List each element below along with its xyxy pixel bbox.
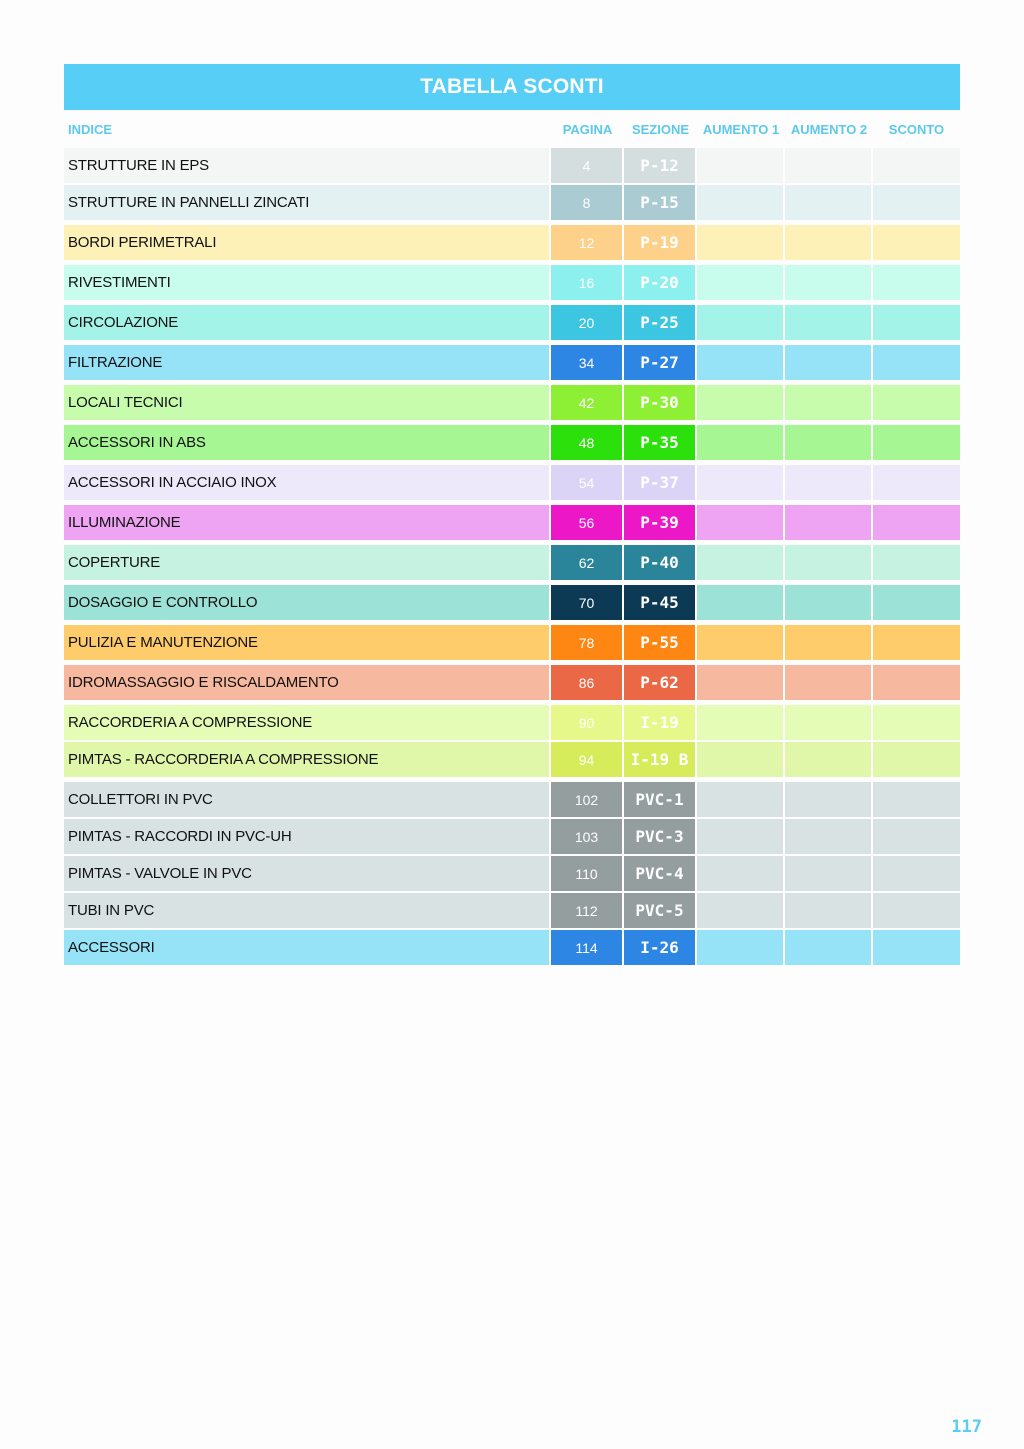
table-row — [64, 345, 960, 380]
row-sconto-cell — [873, 385, 960, 420]
row-sezione: P-39 — [624, 505, 697, 540]
row-indice: PULIZIA E MANUTENZIONE — [64, 625, 551, 660]
row-pagina: 56 — [551, 505, 624, 540]
header-aumento-1: AUMENTO 1 — [702, 121, 780, 137]
row-sezione: P-55 — [624, 625, 697, 660]
row-indice: CIRCOLAZIONE — [64, 305, 551, 340]
row-aumento-2-cell — [785, 782, 873, 817]
row-aumento-2-cell — [785, 505, 873, 540]
row-pagina: 54 — [551, 465, 624, 500]
row-indice: TUBI IN PVC — [64, 893, 551, 928]
row-aumento-1-cell — [697, 742, 785, 777]
row-pagina: 103 — [551, 819, 624, 854]
row-pagina: 16 — [551, 265, 624, 300]
table-row — [64, 225, 960, 260]
row-sconto-cell — [873, 625, 960, 660]
row-aumento-2-cell — [785, 625, 873, 660]
row-aumento-1-cell — [697, 856, 785, 891]
table-row — [64, 148, 960, 183]
row-aumento-2-cell — [785, 585, 873, 620]
table-row — [64, 305, 960, 340]
row-indice: STRUTTURE IN PANNELLI ZINCATI — [64, 185, 551, 220]
row-indice: PIMTAS - VALVOLE IN PVC — [64, 856, 551, 891]
row-aumento-1-cell — [697, 148, 785, 183]
header-sezione: SEZIONE — [631, 121, 690, 137]
row-aumento-2-cell — [785, 705, 873, 740]
table-row — [64, 505, 960, 540]
row-aumento-1-cell — [697, 585, 785, 620]
row-sezione: P-25 — [624, 305, 697, 340]
table-row — [64, 930, 960, 965]
row-aumento-1-cell — [697, 425, 785, 460]
row-sconto-cell — [873, 465, 960, 500]
row-pagina: 86 — [551, 665, 624, 700]
header-indice: INDICE — [68, 121, 113, 137]
row-sconto-cell — [873, 782, 960, 817]
row-pagina: 4 — [551, 148, 624, 183]
row-pagina: 62 — [551, 545, 624, 580]
row-sconto-cell — [873, 742, 960, 777]
row-sconto-cell — [873, 856, 960, 891]
row-aumento-2-cell — [785, 819, 873, 854]
row-aumento-1-cell — [697, 265, 785, 300]
row-indice: ACCESSORI IN ABS — [64, 425, 551, 460]
row-aumento-2-cell — [785, 465, 873, 500]
row-indice: PIMTAS - RACCORDERIA A COMPRESSIONE — [64, 742, 551, 777]
row-sconto-cell — [873, 893, 960, 928]
row-indice: COLLETTORI IN PVC — [64, 782, 551, 817]
row-aumento-1-cell — [697, 225, 785, 260]
row-indice: RIVESTIMENTI — [64, 265, 551, 300]
row-aumento-1-cell — [697, 782, 785, 817]
row-aumento-2-cell — [785, 856, 873, 891]
row-sezione: P-19 — [624, 225, 697, 260]
row-pagina: 114 — [551, 930, 624, 965]
table-row — [64, 742, 960, 777]
row-sezione: PVC-3 — [624, 819, 697, 854]
row-sconto-cell — [873, 185, 960, 220]
table-row — [64, 185, 960, 220]
row-aumento-1-cell — [697, 705, 785, 740]
row-sconto-cell — [873, 705, 960, 740]
header-sconto: SCONTO — [888, 121, 945, 137]
table-row — [64, 265, 960, 300]
row-aumento-2-cell — [785, 385, 873, 420]
row-sezione: PVC-5 — [624, 893, 697, 928]
row-indice: COPERTURE — [64, 545, 551, 580]
row-aumento-2-cell — [785, 930, 873, 965]
table-row — [64, 856, 960, 891]
row-pagina: 70 — [551, 585, 624, 620]
row-indice: ACCESSORI IN ACCIAIO INOX — [64, 465, 551, 500]
header-pagina: PAGINA — [562, 121, 613, 137]
row-aumento-2-cell — [785, 742, 873, 777]
row-indice: ACCESSORI — [64, 930, 551, 965]
row-sezione: I-19 B — [624, 742, 697, 777]
row-sezione: P-15 — [624, 185, 697, 220]
row-indice: FILTRAZIONE — [64, 345, 551, 380]
row-sconto-cell — [873, 930, 960, 965]
row-aumento-1-cell — [697, 819, 785, 854]
row-sezione: P-30 — [624, 385, 697, 420]
row-indice: DOSAGGIO E CONTROLLO — [64, 585, 551, 620]
row-pagina: 42 — [551, 385, 624, 420]
row-sconto-cell — [873, 425, 960, 460]
row-pagina: 12 — [551, 225, 624, 260]
row-aumento-2-cell — [785, 148, 873, 183]
row-indice: ILLUMINAZIONE — [64, 505, 551, 540]
row-aumento-2-cell — [785, 225, 873, 260]
row-pagina: 112 — [551, 893, 624, 928]
table-row — [64, 385, 960, 420]
row-aumento-1-cell — [697, 665, 785, 700]
table-body — [64, 148, 960, 965]
row-sezione: PVC-4 — [624, 856, 697, 891]
row-pagina: 34 — [551, 345, 624, 380]
row-sconto-cell — [873, 305, 960, 340]
row-aumento-2-cell — [785, 305, 873, 340]
table-row — [64, 585, 960, 620]
table-row — [64, 465, 960, 500]
row-sezione: P-12 — [624, 148, 697, 183]
row-sconto-cell — [873, 819, 960, 854]
table-row — [64, 705, 960, 740]
row-indice: IDROMASSAGGIO E RISCALDAMENTO — [64, 665, 551, 700]
row-pagina: 20 — [551, 305, 624, 340]
table-header-row — [64, 110, 960, 148]
row-sconto-cell — [873, 345, 960, 380]
table-row — [64, 625, 960, 660]
row-indice: RACCORDERIA A COMPRESSIONE — [64, 705, 551, 740]
row-sconto-cell — [873, 585, 960, 620]
row-aumento-2-cell — [785, 265, 873, 300]
row-aumento-1-cell — [697, 505, 785, 540]
row-sezione: P-62 — [624, 665, 697, 700]
row-sezione: I-19 — [624, 705, 697, 740]
row-indice: PIMTAS - RACCORDI IN PVC-UH — [64, 819, 551, 854]
table-row — [64, 782, 960, 817]
row-sconto-cell — [873, 265, 960, 300]
row-aumento-1-cell — [697, 930, 785, 965]
row-pagina: 8 — [551, 185, 624, 220]
row-aumento-2-cell — [785, 893, 873, 928]
row-sezione: PVC-1 — [624, 782, 697, 817]
row-sezione: P-27 — [624, 345, 697, 380]
row-sconto-cell — [873, 225, 960, 260]
header-aumento-2: AUMENTO 2 — [790, 121, 868, 137]
row-aumento-1-cell — [697, 893, 785, 928]
table-row — [64, 819, 960, 854]
row-sezione: P-45 — [624, 585, 697, 620]
row-aumento-2-cell — [785, 345, 873, 380]
row-indice: BORDI PERIMETRALI — [64, 225, 551, 260]
row-aumento-2-cell — [785, 425, 873, 460]
row-aumento-1-cell — [697, 345, 785, 380]
row-pagina: 78 — [551, 625, 624, 660]
row-aumento-1-cell — [697, 545, 785, 580]
table-row — [64, 545, 960, 580]
row-sconto-cell — [873, 545, 960, 580]
table-row — [64, 425, 960, 460]
row-aumento-2-cell — [785, 185, 873, 220]
row-sconto-cell — [873, 505, 960, 540]
row-pagina: 48 — [551, 425, 624, 460]
row-aumento-1-cell — [697, 465, 785, 500]
row-pagina: 90 — [551, 705, 624, 740]
row-sezione: P-35 — [624, 425, 697, 460]
row-aumento-2-cell — [785, 665, 873, 700]
page-number: 117 — [951, 1417, 982, 1437]
row-aumento-1-cell — [697, 305, 785, 340]
row-sezione: P-37 — [624, 465, 697, 500]
row-sezione: P-20 — [624, 265, 697, 300]
table-row — [64, 665, 960, 700]
row-indice: LOCALI TECNICI — [64, 385, 551, 420]
row-pagina: 94 — [551, 742, 624, 777]
table-row — [64, 893, 960, 928]
row-aumento-2-cell — [785, 545, 873, 580]
row-indice: STRUTTURE IN EPS — [64, 148, 551, 183]
row-aumento-1-cell — [697, 625, 785, 660]
row-sconto-cell — [873, 665, 960, 700]
row-sezione: I-26 — [624, 930, 697, 965]
row-aumento-1-cell — [697, 385, 785, 420]
row-aumento-1-cell — [697, 185, 785, 220]
table-title: TABELLA SCONTI — [64, 64, 960, 110]
row-pagina: 110 — [551, 856, 624, 891]
discount-table — [64, 64, 960, 967]
row-sezione: P-40 — [624, 545, 697, 580]
row-sconto-cell — [873, 148, 960, 183]
row-pagina: 102 — [551, 782, 624, 817]
